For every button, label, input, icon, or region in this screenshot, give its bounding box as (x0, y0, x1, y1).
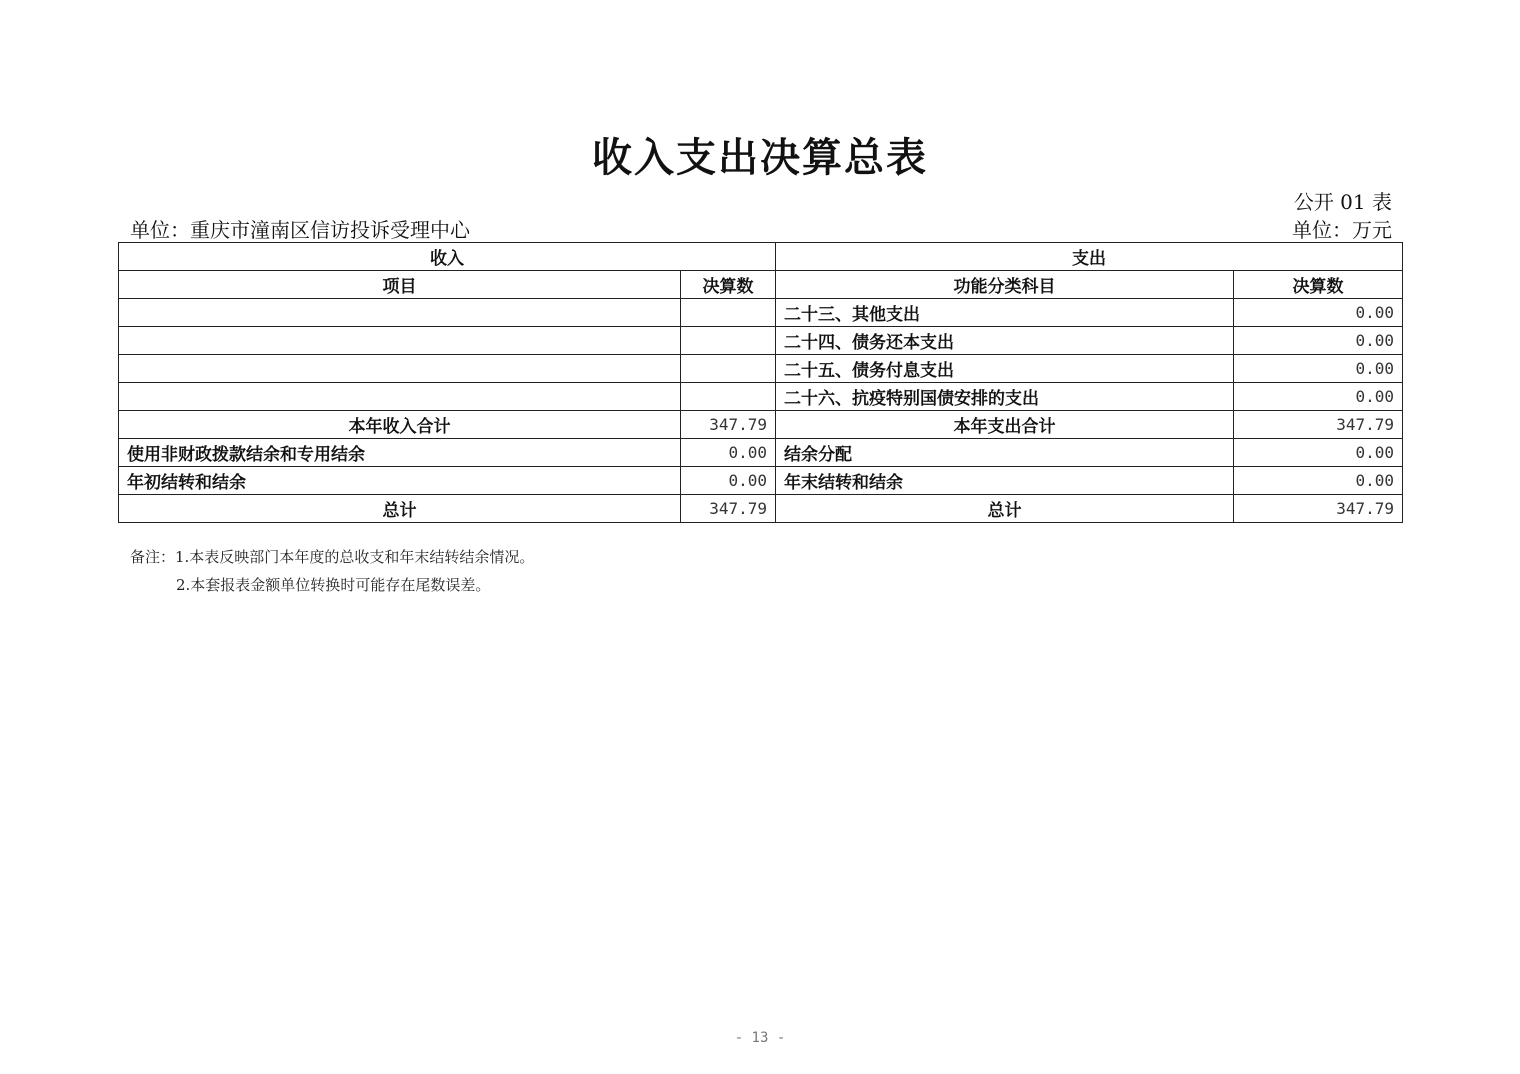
empty-cell (681, 327, 776, 355)
table-row (119, 299, 1403, 327)
expense-total-value: 347.79 (1234, 411, 1403, 439)
note-line-2: 2.本套报表金额单位转换时可能存在尾数误差。 (176, 576, 491, 594)
col-expense-amount-header: 决算数 (1234, 271, 1403, 299)
empty-cell (119, 299, 681, 327)
table-row (119, 467, 1403, 495)
income-total-label: 本年收入合计 (119, 411, 681, 439)
form-number: 公开 01 表 (1293, 190, 1392, 214)
grand-total-income-label: 总计 (119, 495, 681, 523)
table-row (119, 383, 1403, 411)
expense-total-label: 本年支出合计 (776, 411, 1234, 439)
empty-cell (681, 299, 776, 327)
col-function-header: 功能分类科目 (776, 271, 1234, 299)
col-item-header: 项目 (119, 271, 681, 299)
grand-total-expense-value: 347.79 (1234, 495, 1403, 523)
table-row (119, 327, 1403, 355)
expense-item-value: 0.00 (1234, 355, 1403, 383)
empty-cell (119, 327, 681, 355)
note-line-1: 备注：1.本表反映部门本年度的总收支和年末结转结余情况。 (130, 548, 535, 566)
beginning-balance-value: 0.00 (681, 467, 776, 495)
nonfiscal-balance-label: 使用非财政拨款结余和专用结余 (119, 439, 681, 467)
expense-header: 支出 (776, 243, 1403, 271)
income-header: 收入 (119, 243, 776, 271)
surplus-distribution-label: 结余分配 (776, 439, 1234, 467)
grand-total-expense-label: 总计 (776, 495, 1234, 523)
organization-unit: 单位：重庆市潼南区信访投诉受理中心 (130, 218, 470, 242)
expense-item-value: 0.00 (1234, 383, 1403, 411)
grand-total-row (119, 495, 1403, 523)
ending-balance-label: 年末结转和结余 (776, 467, 1234, 495)
expense-item-label: 二十四、债务还本支出 (776, 327, 1234, 355)
col-income-amount-header: 决算数 (681, 271, 776, 299)
surplus-distribution-value: 0.00 (1234, 439, 1403, 467)
empty-cell (119, 355, 681, 383)
notes (130, 543, 534, 599)
empty-cell (681, 383, 776, 411)
expense-item-value: 0.00 (1234, 299, 1403, 327)
page-number: - 13 - (734, 1030, 786, 1046)
empty-cell (681, 355, 776, 383)
expense-item-value: 0.00 (1234, 327, 1403, 355)
grand-total-income-value: 347.79 (681, 495, 776, 523)
empty-cell (119, 383, 681, 411)
income-total-value: 347.79 (681, 411, 776, 439)
expense-item-label: 二十三、其他支出 (776, 299, 1234, 327)
table-row (119, 355, 1403, 383)
annual-total-row (119, 411, 1403, 439)
expense-item-label: 二十六、抗疫特别国债安排的支出 (776, 383, 1234, 411)
beginning-balance-label: 年初结转和结余 (119, 467, 681, 495)
table-header-row (119, 243, 1403, 271)
currency-unit: 单位：万元 (1292, 218, 1392, 242)
ending-balance-value: 0.00 (1234, 467, 1403, 495)
income-expense-table (118, 242, 1403, 523)
page-title: 收入支出决算总表 (592, 134, 928, 181)
expense-item-label: 二十五、债务付息支出 (776, 355, 1234, 383)
nonfiscal-balance-value: 0.00 (681, 439, 776, 467)
table-row (119, 439, 1403, 467)
column-header-row (119, 271, 1403, 299)
